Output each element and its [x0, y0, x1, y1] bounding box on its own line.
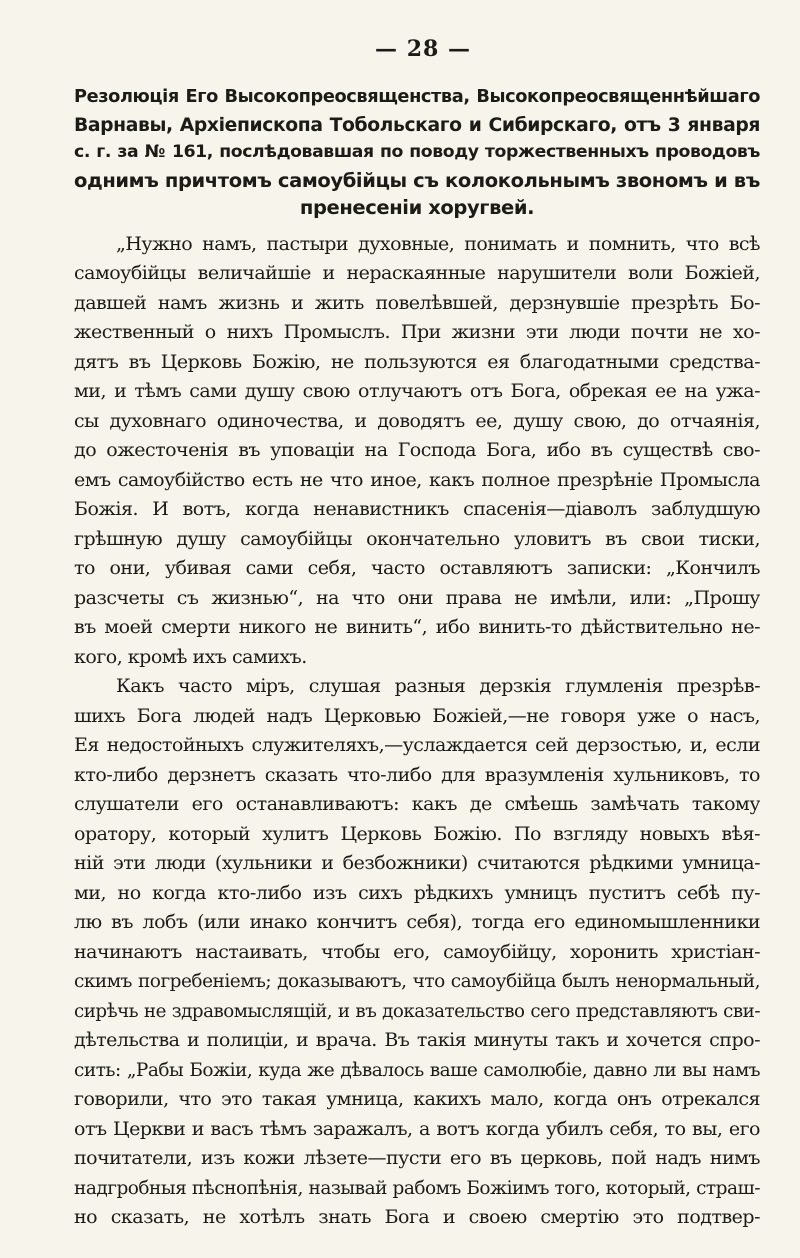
text-line: почитатели, изъ кожи лѣзете—пусти его въ церковь, пой надъ нимъ — [74, 1147, 760, 1169]
text-line: сы духовнаго одиночества, и доводятъ ее, душу свою, до отчаянія, — [74, 409, 760, 432]
text-line: разсчеты съ жизнью“, на что они права не имѣли, или: „Прошу — [74, 586, 760, 609]
paragraph-1 — [74, 230, 760, 673]
heading-line: Варнавы, Архіепископа Тобольскаго и Сибирскаго, отъ 3 января — [74, 114, 760, 136]
text-line: до ожесточенія въ уповаціи на Господа Бога, ибо въ существѣ сво- — [74, 439, 760, 461]
text-line: дятъ въ Церковь Божію, не пользуются ея благодатными средства- — [74, 350, 760, 373]
text-line: сирѣчь не здравомыслящій, и въ доказательство сего представляютъ сви- — [74, 1000, 760, 1022]
text-line: кого, кромѣ ихъ самихъ. — [74, 645, 307, 668]
text-line: слушатели его останавливаютъ: какъ де смѣешь замѣчать такому — [74, 793, 760, 815]
text-line: емъ самоубійство есть не что иное, какъ полное презрѣніе Промысла — [74, 468, 760, 491]
text-line: говорили, что это такая умница, какихъ мало, когда онъ отрекался — [74, 1088, 760, 1110]
text-line: Ея недостойныхъ служителяхъ,—услаждается сей дерзостью, и, если — [74, 734, 760, 756]
text-line: скимъ погребеніемъ; доказываютъ, что самоубійца былъ ненормальный, — [74, 971, 760, 992]
text-line: сить: „Рабы Божіи, куда же дѣвалось ваше самолюбіе, давно ли вы намъ — [74, 1059, 760, 1081]
text-line: жественный о нихъ Промыслъ. При жизни эти люди почти не хо- — [74, 321, 760, 343]
text-line: кто-либо дерзнетъ сказать что-либо для вразумленія хульниковъ, то — [74, 763, 760, 786]
text-line: начинаютъ настаивать, чтобы его, самоубійцу, хоронить христіан- — [74, 940, 760, 963]
text-line: въ моей смерти никого не винить“, ибо винить-то дѣйствительно не- — [74, 616, 760, 638]
text-line: отъ Церкви и васъ тѣмъ заражалъ, а вотъ когда убилъ себя, то вы, его — [74, 1117, 760, 1140]
heading-line: пренесеніи хоругвей. — [299, 196, 535, 219]
text-line: ми, но когда кто-либо изъ сихъ рѣдкихъ умницъ пуститъ себѣ пу- — [74, 881, 760, 904]
text-line: „Нужно намъ, пастыри духовные, понимать и помнить, что всѣ — [116, 232, 760, 255]
text-line: грѣшную душу самоубійцы окончательно уловитъ въ свои тиски, — [74, 527, 760, 550]
text-line: давшей намъ жизнь и жить повелѣвшей, дерзнувшіе презрѣть Бо- — [74, 291, 760, 314]
text-line: Какъ часто міръ, слушая разныя дерзкія глумленія презрѣв- — [116, 675, 760, 697]
heading-line: с. г. за № 161, послѣдовавшая по поводу торжественныхъ проводовъ — [74, 142, 760, 162]
text-line: лю въ лобъ (или инако кончитъ себя), тогда его единомышленники — [74, 911, 760, 933]
heading-line: Резолюція Его Высокопреосвященства, Высокопреосвященнѣйшаго — [74, 87, 760, 107]
resolution-heading — [74, 84, 760, 222]
text-line: Божія. И вотъ, когда ненавистникъ спасенія—діаволъ заблудшую — [74, 498, 760, 520]
text-line: то они, убивая сами себя, часто оставляютъ записки: „Кончилъ — [74, 557, 760, 579]
text-line: дѣтельства и полиціи, и врача. Въ такія минуты такъ и хочется спро- — [74, 1029, 760, 1051]
text-line: самоубійцы величайшіе и нераскаянные нарушители воли Божіей, — [74, 262, 760, 284]
heading-line: однимъ причтомъ самоубійцы съ колокольнымъ звономъ и въ — [74, 168, 760, 192]
text-line: ми, и тѣмъ сами душу свою отлучаютъ отъ Бога, обрекая ее на ужа- — [74, 380, 760, 402]
page-number: — 28 — — [375, 36, 471, 62]
text-line: оратору, который хулитъ Церковь Божію. По взгляду новыхъ вѣя- — [74, 822, 760, 845]
paragraph-2 — [74, 672, 760, 1233]
text-line: ній эти люди (хульники и безбожники) считаются рѣдкими умница- — [74, 852, 760, 874]
text-line: шихъ Бога людей надъ Церковью Божіей,—не говоря уже о насъ, — [74, 704, 760, 727]
text-line: но сказать, не хотѣлъ знать Бога и своею смертію это подтвер- — [74, 1206, 760, 1228]
text-line: надгробныя пѣснопѣнія, называй рабомъ Божіимъ того, который, страш- — [74, 1177, 760, 1199]
